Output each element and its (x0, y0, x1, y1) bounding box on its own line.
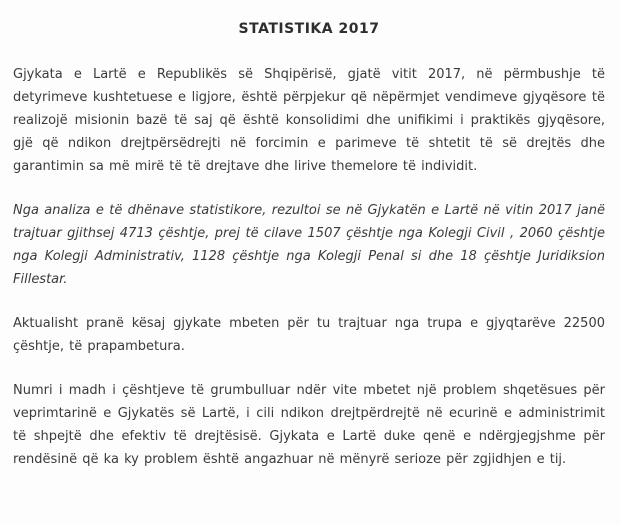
page-title: STATISTIKA 2017 (238, 21, 380, 37)
paragraph-statistics: Nga analiza e të dhënave statistikore, rezultoi se në Gjykatën e Lartë në vitin 2017 janë trajtuar gjithsej 4713 çështje, prej të cilave 1507 çështje nga Kolegji Civil , 2060 çështje nga Kolegji Administrativ, 1128 çështje nga Kolegji Penal si dhe 18 çështje Juridiksion Fillestar. (13, 203, 605, 287)
paragraph-intro: Gjykata e Lartë e Republikës së Shqipërisë, gjatë vitit 2017, në përmbushje të detyrimeve kushtetuese e ligjore, është përpjekur që nëpërmjet vendimeve gjyqësore të realizojë misionin bazë të saj që është konsolidimi dhe unifikimi i praktikës gjyqësore, gjë që ndikon drejtpërsëdrejti në forcimin e parimeve të shtetit të së drejtës dhe garantimin sa më mirë të të drejtave dhe lirive themelore të individit. (13, 67, 605, 174)
paragraph-backlog: Aktualisht pranë kësaj gjykate mbeten për tu trajtuar nga trupa e gjyqtarëve 22500 çështje, të prapambetura. (13, 316, 605, 354)
paragraph-problem: Numri i madh i çështjeve të grumbulluar ndër vite mbetet një problem shqetësues për veprimtarinë e Gjykatës së Lartë, i cili ndikon drejtpërdrejtë në ecurinë e administrimit të shpejtë dhe efektiv të drejtësisë. Gjykata e Lartë duke qenë e ndërgjegjshme për rendësinë që ka ky problem është angazhuar në mënyrë serioze për zgjidhjen e tij. (13, 383, 605, 467)
